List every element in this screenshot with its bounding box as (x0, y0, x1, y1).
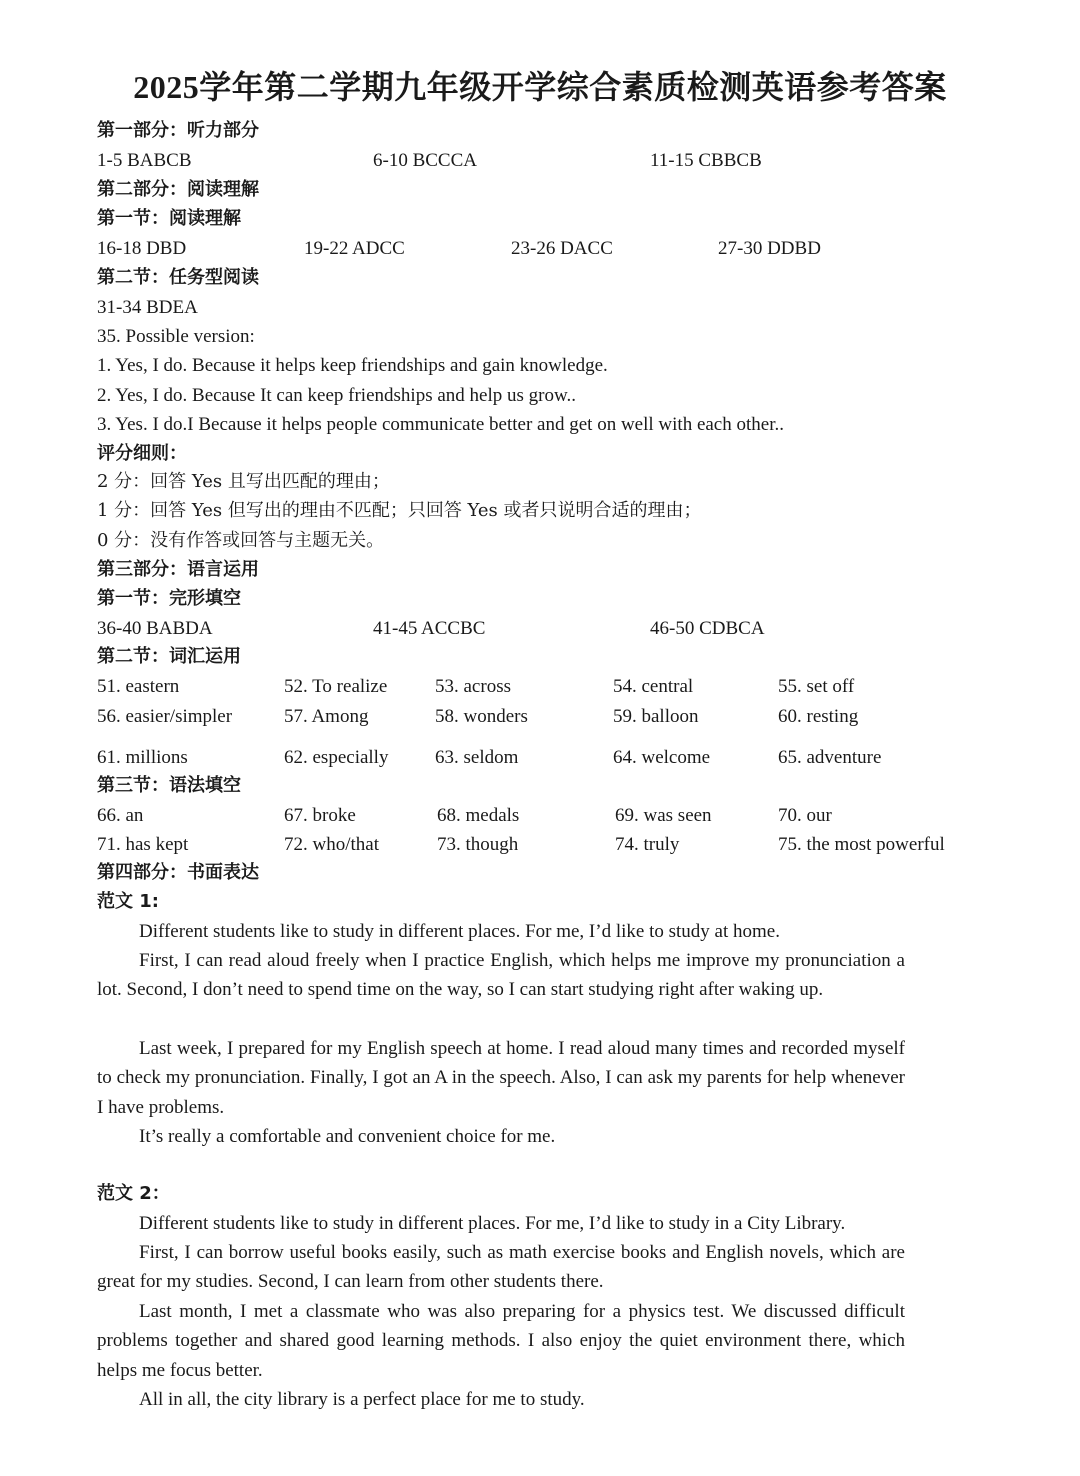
essay2-label: 范文 2： (97, 1183, 170, 1204)
answer-11-15: 11-15 CBBCB (650, 150, 762, 171)
answer-31-34: 31-34 BDEA (97, 297, 198, 318)
grammar-answer: 70. our (778, 805, 832, 826)
rubric-1-point: 1 分：回答 Yes 但写出的理由不匹配；只回答 Yes 或者只说明合适的理由； (97, 500, 702, 521)
q35-label: 35. Possible version: (97, 326, 255, 347)
answer-19-22: 19-22 ADCC (304, 238, 405, 259)
rubric-2-points: 2 分：回答 Yes 且写出匹配的理由； (97, 471, 390, 492)
vocab-answer: 55. set off (778, 676, 855, 697)
rubric-0-points: 0 分：没有作答或回答与主题无关。 (97, 530, 385, 551)
vocab-answer: 51. eastern (97, 676, 180, 697)
part3-section3-heading: 第三节：语法填空 (97, 775, 241, 796)
essay1-label: 范文 1: (97, 891, 159, 912)
vocab-answer: 56. easier/simpler (97, 706, 233, 727)
essay1-paragraph: First, I can read aloud freely when I practice English, which helps me improve my pronunciation a lot. Second, I don’t need to spend time on the way, so I can start studying right after waking up. (97, 950, 905, 1001)
part3-heading: 第三部分：语言运用 (97, 559, 259, 580)
essay1-paragraph: Different students like to study in different places. For me, I’d like to study at home. (139, 921, 780, 942)
part3-section2-heading: 第二节：词汇运用 (97, 646, 241, 667)
answer-1-5: 1-5 BABCB (97, 150, 192, 171)
q35-version-1: 1. Yes, I do. Because it helps keep friendships and gain knowledge. (97, 355, 608, 376)
part3-section1-heading: 第一节：完形填空 (97, 588, 241, 609)
vocab-answer: 63. seldom (435, 747, 519, 768)
rubric-heading: 评分细则： (97, 443, 187, 464)
essay1-paragraph: Last week, I prepared for my English speech at home. I read aloud many times and recorded myself to check my pronunciation. Finally, I got an A in the speech. Also, I can ask my parents for help whenever I have problems. (97, 1038, 905, 1118)
vocab-answer: 64. welcome (613, 747, 711, 768)
answer-23-26: 23-26 DACC (511, 238, 613, 259)
vocab-answer: 59. balloon (613, 706, 699, 727)
answer-41-45: 41-45 ACCBC (373, 618, 486, 639)
vocab-answer: 52. To realize (284, 676, 388, 697)
essay2-paragraph: All in all, the city library is a perfect place for me to study. (139, 1389, 585, 1410)
grammar-answer: 69. was seen (615, 805, 712, 826)
part2-heading: 第二部分：阅读理解 (97, 179, 259, 200)
grammar-answer: 75. the most powerful (778, 834, 945, 855)
essay2-paragraph: Last month, I met a classmate who was also preparing for a physics test. We discussed difficult problems together and shared good learning methods. I also enjoy the quiet environment there, which helps me focus better. (97, 1301, 905, 1381)
answer-27-30: 27-30 DDBD (718, 238, 821, 259)
vocab-answer: 58. wonders (435, 706, 528, 727)
answer-6-10: 6-10 BCCCA (373, 150, 477, 171)
grammar-answer: 68. medals (437, 805, 520, 826)
part1-heading: 第一部分：听力部分 (97, 120, 259, 141)
answer-36-40: 36-40 BABDA (97, 618, 213, 639)
vocab-answer: 65. adventure (778, 747, 882, 768)
vocab-answer: 62. especially (284, 747, 389, 768)
vocab-answer: 57. Among (284, 706, 369, 727)
page-title: 2025学年第二学期九年级开学综合素质检测英语参考答案 (133, 69, 947, 105)
grammar-answer: 73. though (437, 834, 519, 855)
vocab-answer: 54. central (613, 676, 694, 697)
vocab-answer: 60. resting (778, 706, 859, 727)
answer-16-18: 16-18 DBD (97, 238, 187, 259)
grammar-answer: 71. has kept (97, 834, 189, 855)
part4-heading: 第四部分：书面表达 (97, 862, 259, 883)
vocab-answer: 61. millions (97, 747, 188, 768)
q35-version-2: 2. Yes, I do. Because It can keep friendships and help us grow.. (97, 385, 576, 406)
part2-section2-heading: 第二节：任务型阅读 (97, 267, 259, 288)
q35-version-3: 3. Yes. I do.I Because it helps people communicate better and get on well with each other.. (97, 414, 784, 435)
part2-section1-heading: 第一节：阅读理解 (97, 208, 241, 229)
grammar-answer: 72. who/that (284, 834, 379, 855)
grammar-answer: 74. truly (615, 834, 680, 855)
essay1-paragraph: It’s really a comfortable and convenient choice for me. (139, 1126, 556, 1147)
grammar-answer: 67. broke (284, 805, 356, 826)
essay2-paragraph: First, I can borrow useful books easily, such as math exercise books and English novels, which are great for my studies. Second, I can learn from other students there. (97, 1242, 905, 1293)
vocab-answer: 53. across (435, 676, 511, 697)
answer-46-50: 46-50 CDBCA (650, 618, 765, 639)
grammar-answer: 66. an (97, 805, 144, 826)
essay2-paragraph: Different students like to study in different places. For me, I’d like to study in a City Library. (139, 1213, 846, 1234)
